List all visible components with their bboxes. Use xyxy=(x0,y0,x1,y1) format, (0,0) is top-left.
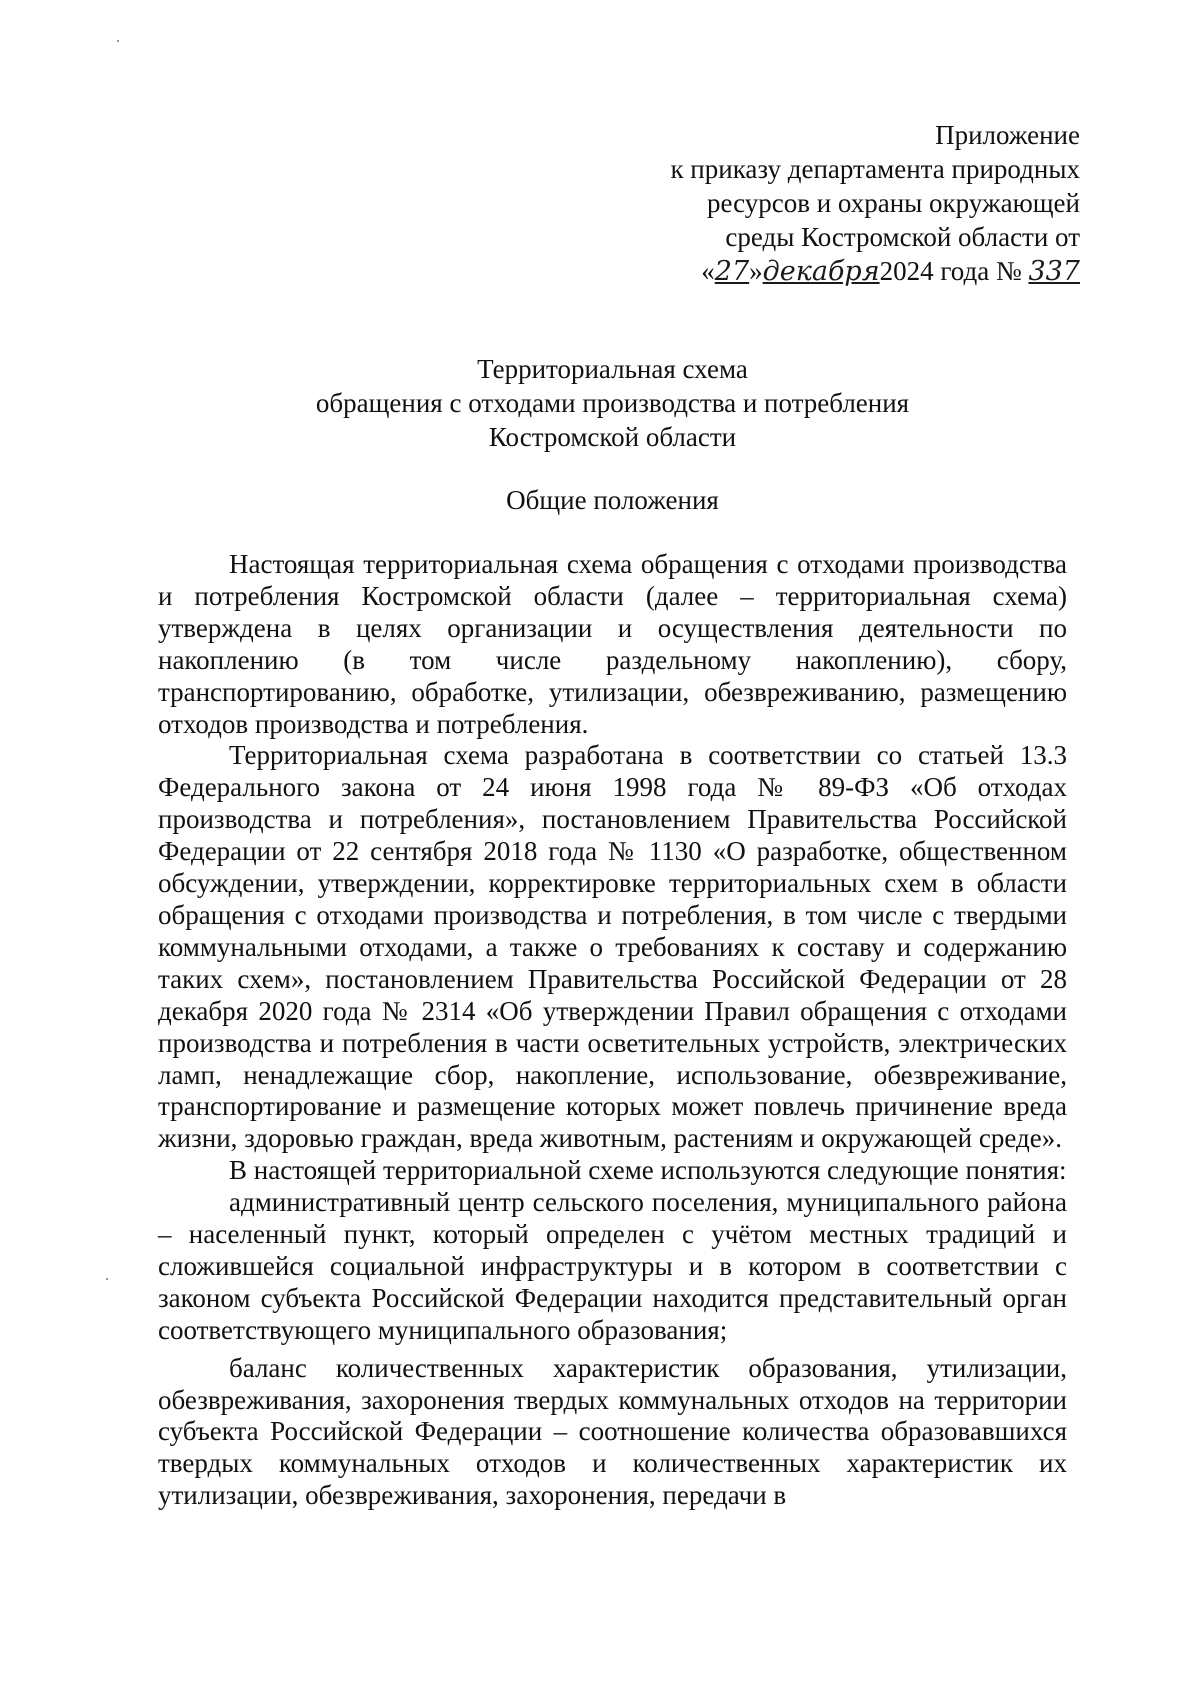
title-line: Территориальная схема xyxy=(477,354,748,384)
annex-line: к приказу департамента природных xyxy=(670,154,1080,184)
annex-line: ресурсов и охраны окружающей xyxy=(706,188,1080,218)
paragraph: административный центр сельского поселения, муниципального района – населенный пункт, который определен с учётом местных традиций и сложившейся социальной инфраструктуры и в котором в соответствии с законом субъекта Российской Федерации находится представительный орган соответствующего муниципального образования; xyxy=(158,1187,1067,1345)
document-body xyxy=(158,549,1067,1512)
annex-line: среды Костромской области от xyxy=(725,222,1080,252)
title-line: Костромской области xyxy=(488,422,737,452)
annex-header xyxy=(560,118,1080,289)
section-heading: Общие положения xyxy=(506,485,719,515)
paragraph: Территориальная схема разработана в соответствии со статьей 13.3 Федерального закона от 24 июня 1998 года № 89-ФЗ «Об отходах производства и потребления», постановлением Правительства Российской Федерации от 22 сентября 2018 года № 1130 «О разработке, общественном обсуждении, утверждении, корректировке территориальных схем в области обращения с отходами производства и потребления, в том числе с твердыми коммунальными отходами, а также о требованиях к составу и содержанию таких схем», постановлением Правительства Российской Федерации от 28 декабря 2020 года № 2314 «Об утверждении Правил обращения с отходами производства и потребления в части осветительных устройств, электрических ламп, ненадлежащие сбор, накопление, использование, обезвреживание, транспортирование и размещение которых может повлечь причинение вреда жизни, здоровью граждан, вреда животным, растениям и окружающей среде». xyxy=(158,740,1067,1154)
annex-line: Приложение xyxy=(935,120,1080,150)
paragraph: баланс количественных характеристик образования, утилизации, обезвреживания, захоронения твердых коммунальных отходов на территории субъекта Российской Федерации – соотношение количества образовавшихся твердых коммунальных отходов и количественных характеристик их утилизации, обезвреживания, захоронения, передачи в xyxy=(158,1352,1067,1511)
paragraph: В настоящей территориальной схеме используются следующие понятия: xyxy=(229,1155,1067,1186)
scan-speck xyxy=(117,40,119,42)
close-quote: » xyxy=(749,256,763,286)
open-quote: « xyxy=(701,256,715,286)
annex-date-line xyxy=(560,254,1080,289)
year-text: 2024 года № xyxy=(879,256,1022,286)
handwritten-day: 27 xyxy=(714,256,750,287)
scan-speck xyxy=(106,1278,108,1280)
title-line: обращения с отходами производства и потребления xyxy=(315,388,910,418)
document-title xyxy=(160,352,1065,454)
paragraph: Настоящая территориальная схема обращения с отходами производства и потребления Костромской области (далее – территориальная схема) утверждена в целях организации и осуществления деятельности по накоплению (в том числе раздельному накоплению), сбору, транспортированию, обработке, утилизации, обезвреживанию, размещению отходов производства и потребления. xyxy=(158,549,1067,739)
handwritten-month: декабря xyxy=(762,256,880,287)
handwritten-order-number: 337 xyxy=(1028,256,1080,287)
